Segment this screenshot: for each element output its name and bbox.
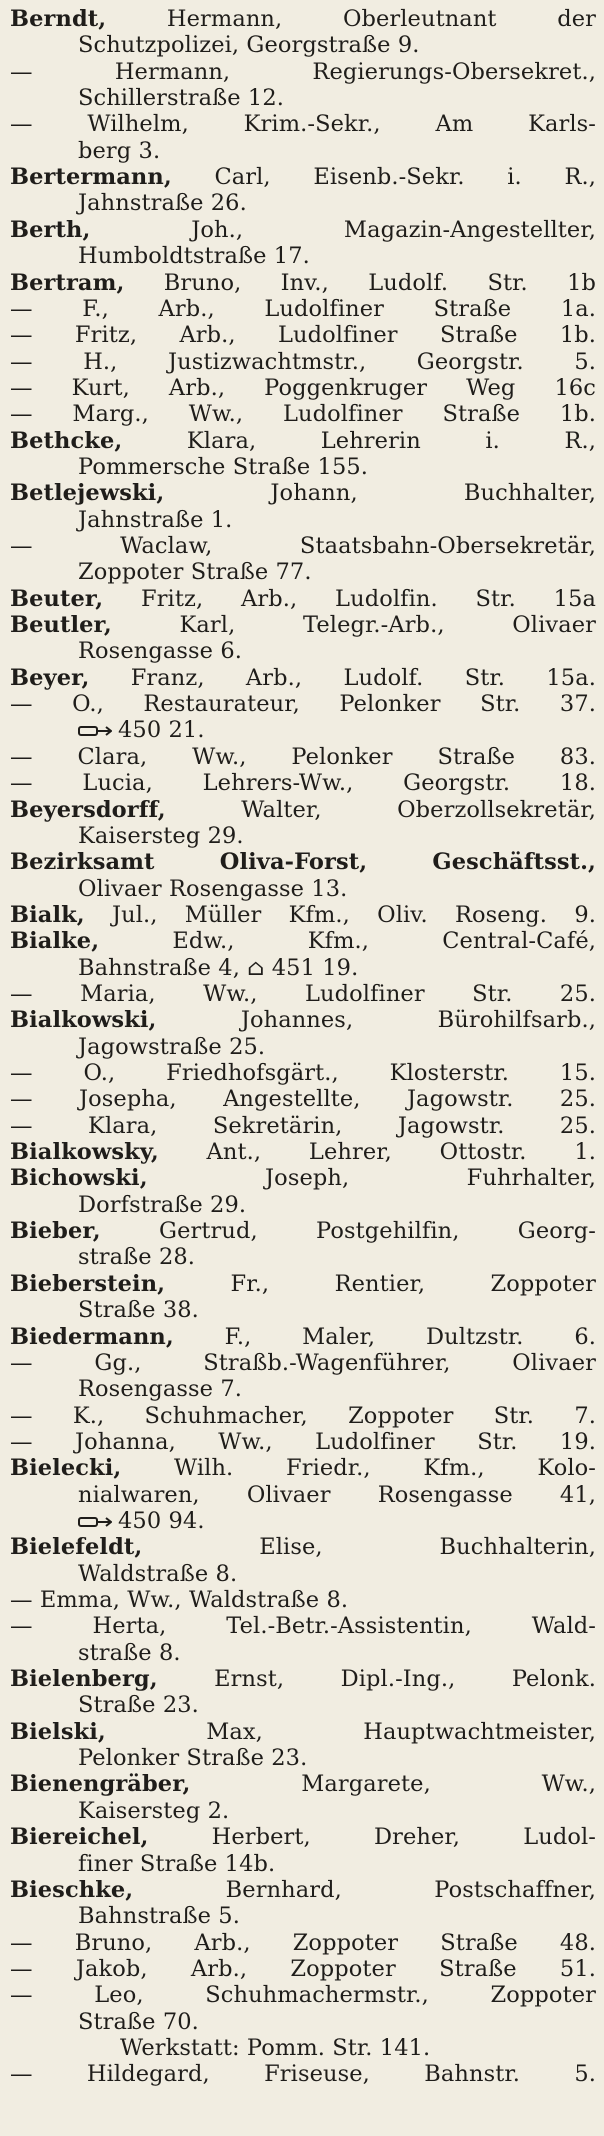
entry-details: straße 8.: [78, 1639, 181, 1666]
directory-line: [78, 1798, 229, 1824]
directory-line: [10, 59, 596, 85]
entry-details: Zoppoter Straße 77.: [78, 559, 312, 586]
directory-line: [10, 296, 596, 322]
entry-details: Straße 23.: [78, 1692, 199, 1719]
directory-line: [10, 1982, 596, 2008]
directory-line: [10, 665, 596, 691]
telephone-icon: [78, 1515, 112, 1529]
directory-line: [78, 1297, 199, 1323]
directory-line: [10, 981, 596, 1007]
entry-details: — Kurt, Arb., Poggenkruger Weg 16c: [10, 374, 596, 401]
directory-line: [10, 1007, 596, 1033]
entry-surname: Bialkowski,: [10, 1007, 157, 1034]
entry-details: Bahnstraße 5.: [78, 1903, 240, 1930]
entry-details: Wilh. Friedr., Kfm., Kolo-: [121, 1455, 596, 1482]
directory-line: [10, 586, 596, 612]
entry-surname: Bialk,: [10, 901, 85, 928]
directory-line: [10, 1534, 596, 1560]
entry-surname: Berndt,: [10, 6, 107, 32]
entry-surname: Bielski,: [10, 1718, 106, 1745]
directory-line: [10, 1429, 596, 1455]
entry-details: — Hermann, Regierungs-Obersekret.,: [10, 58, 596, 85]
entry-details: Edw., Kfm., Central-Café,: [99, 928, 596, 955]
entry-surname: Beuter,: [10, 585, 104, 612]
entry-details: Joseph, Fuhrhalter,: [147, 1165, 596, 1192]
entry-details: Schillerstraße 12.: [78, 85, 285, 112]
directory-line: [10, 322, 596, 348]
entry-details: Johannes, Bürohilfsarb.,: [156, 1007, 596, 1034]
directory-line: [10, 1771, 596, 1797]
entry-surname: Bichowski,: [10, 1165, 148, 1192]
entry-details: nialwaren, Olivaer Rosengasse 41,: [78, 1481, 596, 1508]
entry-details: Waldstraße 8.: [78, 1560, 238, 1587]
directory-line: [10, 797, 596, 823]
directory-line: [10, 1956, 596, 1982]
entry-details: Hermann, Oberleutnant der: [106, 6, 596, 32]
entry-surname: Bertermann,: [10, 164, 172, 191]
directory-line: [10, 849, 596, 875]
entry-details: Joh., Magazin-Angestellter,: [90, 216, 596, 243]
entry-details: — Johanna, Ww., Ludolfiner Str. 19.: [10, 1428, 596, 1455]
entry-details: Pommersche Straße 155.: [78, 453, 369, 480]
entry-details: — O., Restaurateur, Pelonker Str. 37.: [10, 691, 596, 718]
directory-line: [10, 1113, 596, 1139]
directory-line: [10, 1877, 596, 1903]
entry-details: Olivaer Rosengasse 13.: [78, 875, 348, 902]
entry-surname: Biereichel,: [10, 1824, 149, 1851]
entry-details: Max, Hauptwachtmeister,: [105, 1718, 596, 1745]
directory-line: [10, 270, 596, 296]
entry-surname: Biedermann,: [10, 1323, 174, 1350]
entry-details: — Herta, Tel.-Betr.-Assistentin, Wald-: [10, 1613, 596, 1640]
directory-line: [10, 401, 596, 427]
directory-line: [10, 1455, 596, 1481]
entry-details: Gertrud, Postgehilfin, Georg-: [100, 1218, 596, 1245]
directory-line: [78, 717, 205, 743]
entry-surname: Beyer,: [10, 664, 90, 691]
directory-line: [78, 32, 420, 58]
entry-details: Rosengasse 6.: [78, 638, 242, 665]
entry-surname: Bezirksamt Oliva-Forst, Geschäftsst.,: [10, 849, 596, 876]
entry-details: — K., Schuhmacher, Zoppoter Str. 7.: [10, 1402, 596, 1429]
entry-details: Schutzpolizei, Georgstraße 9.: [78, 32, 420, 59]
directory-line: [10, 1587, 348, 1613]
entry-details: — Josepha, Angestellte, Jagowstr. 25.: [10, 1086, 596, 1113]
directory-line: [78, 138, 160, 164]
entry-details: Werkstatt: Pomm. Str. 141.: [120, 2034, 431, 2061]
entry-details: Elise, Buchhalterin,: [142, 1534, 596, 1561]
entry-surname: Berth,: [10, 216, 91, 243]
directory-line: [78, 507, 232, 533]
directory-line: [10, 1060, 596, 1086]
directory-line: [78, 1692, 199, 1718]
directory-line: [10, 1350, 596, 1376]
directory-line: [10, 533, 596, 559]
entry-details: — O., Friedhofsgärt., Klosterstr. 15.: [10, 1060, 596, 1086]
entry-details: Humboldtstraße 17.: [78, 243, 310, 270]
entry-details: Margarete, Ww.,: [190, 1771, 596, 1798]
entry-surname: Bialke,: [10, 928, 100, 955]
entry-details: Pelonker Straße 23.: [78, 1745, 308, 1772]
directory-line: [10, 1165, 596, 1191]
directory-line: [78, 243, 310, 269]
directory-line: [10, 1403, 596, 1429]
entry-details: — Klara, Sekretärin, Jagowstr. 25.: [10, 1112, 596, 1139]
entry-details: — Wilhelm, Krim.-Sekr., Am Karls-: [10, 111, 596, 138]
directory-line: [10, 1218, 596, 1244]
directory-line: [78, 2009, 199, 2035]
entry-surname: Betlejewski,: [10, 480, 165, 507]
directory-line: [78, 1376, 242, 1402]
entry-details: Herbert, Dreher, Ludol-: [148, 1824, 596, 1851]
entry-surname: Beyersdorff,: [10, 796, 166, 823]
directory-line: [10, 1930, 596, 1956]
directory-line: [78, 85, 284, 111]
entry-details: — Jakob, Arb., Zoppoter Straße 51.: [10, 1955, 596, 1982]
directory-line: [10, 928, 596, 954]
entry-details: Dorfstraße 29.: [78, 1191, 247, 1218]
directory-line: [78, 1034, 265, 1060]
directory-line: [78, 638, 242, 664]
entry-details: Ant., Lehrer, Ottostr. 1.: [158, 1139, 596, 1166]
entry-surname: Bielefeldt,: [10, 1534, 143, 1561]
entry-surname: Bieber,: [10, 1218, 101, 1245]
directory-line: [10, 1086, 596, 1112]
directory-line: [10, 1824, 596, 1850]
entry-surname: Bieschke,: [10, 1876, 134, 1903]
entry-details: Rosengasse 7.: [78, 1376, 242, 1403]
entry-details: Johann, Buchhalter,: [164, 480, 596, 507]
entry-details: — Lucia, Lehrers-Ww., Georgstr. 18.: [10, 770, 596, 797]
directory-line: [10, 1271, 596, 1297]
directory-line: [78, 823, 244, 849]
entry-details: Bruno, Inv., Ludolf. Str. 1b: [124, 269, 596, 296]
directory-line: [78, 1561, 237, 1587]
directory-line: [10, 6, 596, 32]
entry-details: Jagowstraße 25.: [78, 1033, 266, 1060]
entry-details: — Hildegard, Friseuse, Bahnstr. 5.: [10, 2061, 596, 2088]
directory-line: [10, 691, 596, 717]
directory-line: [10, 349, 596, 375]
entry-details: — H., Justizwachtmstr., Georgstr. 5.: [10, 348, 596, 375]
directory-line: [10, 2061, 596, 2087]
entry-surname: Bialkowsky,: [10, 1139, 159, 1166]
directory-line: [10, 217, 596, 243]
entry-details: — Maria, Ww., Ludolfiner Str. 25.: [10, 980, 596, 1007]
directory-line: [10, 1613, 596, 1639]
entry-details: F., Maler, Dultzstr. 6.: [173, 1323, 596, 1350]
directory-line: [10, 902, 596, 928]
directory-line: [10, 1324, 596, 1350]
entry-details: — Bruno, Arb., Zoppoter Straße 48.: [10, 1929, 596, 1956]
entry-details: — Clara, Ww., Pelonker Straße 83.: [10, 743, 596, 770]
entry-details: Ernst, Dipl.-Ing., Pelonk.: [157, 1666, 596, 1693]
directory-line: [10, 612, 596, 638]
telephone-icon: [78, 724, 112, 738]
directory-line: [10, 111, 596, 137]
entry-details: — F., Arb., Ludolfiner Straße 1a.: [10, 295, 596, 322]
entry-details: Kaisersteg 29.: [78, 822, 244, 849]
entry-surname: Bielenberg,: [10, 1666, 158, 1693]
entry-surname: Bienengräber,: [10, 1771, 191, 1798]
directory-line: [78, 1482, 596, 1508]
directory-line: [10, 1719, 596, 1745]
directory-line: [78, 1851, 275, 1877]
directory-line: [78, 955, 358, 981]
directory-line: [10, 1666, 596, 1692]
directory-line: [78, 1903, 240, 1929]
directory-line: [10, 164, 596, 190]
entry-details: Bahnstraße 4, ⌂ 451 19.: [78, 954, 359, 981]
directory-line: [78, 1640, 181, 1666]
directory-line: [78, 876, 347, 902]
entry-details: 450 94.: [118, 1507, 205, 1534]
entry-details: — Emma, Ww., Waldstraße 8.: [10, 1587, 349, 1613]
directory-line: [120, 2035, 430, 2061]
directory-line: [10, 1139, 596, 1165]
entry-details: Fritz, Arb., Ludolfin. Str. 15a: [103, 585, 596, 612]
entry-surname: Bethcke,: [10, 427, 123, 454]
entry-details: — Leo, Schuhmachermstr., Zoppoter: [10, 1982, 596, 2009]
entry-details: — Waclaw, Staatsbahn-Obersekretär,: [10, 533, 596, 559]
entry-details: Franz, Arb., Ludolf. Str. 15a.: [89, 664, 596, 691]
directory-line: [78, 1244, 195, 1270]
directory-line: [10, 770, 596, 796]
entry-details: Jul., Müller Kfm., Oliv. Roseng. 9.: [84, 901, 596, 928]
directory-line: [78, 190, 247, 216]
directory-line: [78, 1745, 307, 1771]
entry-details: Jahnstraße 1.: [78, 506, 233, 533]
entry-details: Carl, Eisenb.-Sekr. i. R.,: [171, 164, 596, 191]
entry-details: berg 3.: [78, 137, 161, 164]
directory-line: [78, 1192, 246, 1218]
entry-details: Kaisersteg 2.: [78, 1797, 230, 1824]
entry-details: — Marg., Ww., Ludolfiner Straße 1b.: [10, 401, 596, 428]
directory-line: [78, 454, 368, 480]
entry-details: Jahnstraße 26.: [78, 190, 247, 217]
entry-details: — Gg., Straßb.-Wagenführer, Olivaer: [10, 1349, 596, 1376]
entry-details: straße 28.: [78, 1244, 196, 1271]
directory-line: [10, 428, 596, 454]
entry-details: Straße 70.: [78, 2008, 199, 2035]
entry-details: Fr., Rentier, Zoppoter: [165, 1270, 596, 1297]
entry-surname: Bieberstein,: [10, 1270, 166, 1297]
entry-surname: Beutler,: [10, 612, 112, 639]
entry-details: 450 21.: [118, 717, 205, 744]
entry-details: Straße 38.: [78, 1297, 199, 1324]
directory-line: [78, 1508, 205, 1534]
entry-details: finer Straße 14b.: [78, 1850, 276, 1877]
entry-surname: Bertram,: [10, 269, 125, 296]
entry-details: Karl, Telegr.-Arb., Olivaer: [111, 612, 596, 639]
entry-details: Klara, Lehrerin i. R.,: [122, 427, 596, 454]
entry-details: Walter, Oberzollsekretär,: [165, 796, 596, 823]
directory-line: [78, 559, 312, 585]
directory-page: [10, 0, 596, 2136]
entry-surname: Bielecki,: [10, 1455, 122, 1482]
entry-details: Bernhard, Postschaffner,: [133, 1876, 596, 1903]
directory-line: [10, 480, 596, 506]
directory-line: [10, 744, 596, 770]
directory-line: [10, 375, 596, 401]
entry-details: — Fritz, Arb., Ludolfiner Straße 1b.: [10, 322, 596, 349]
